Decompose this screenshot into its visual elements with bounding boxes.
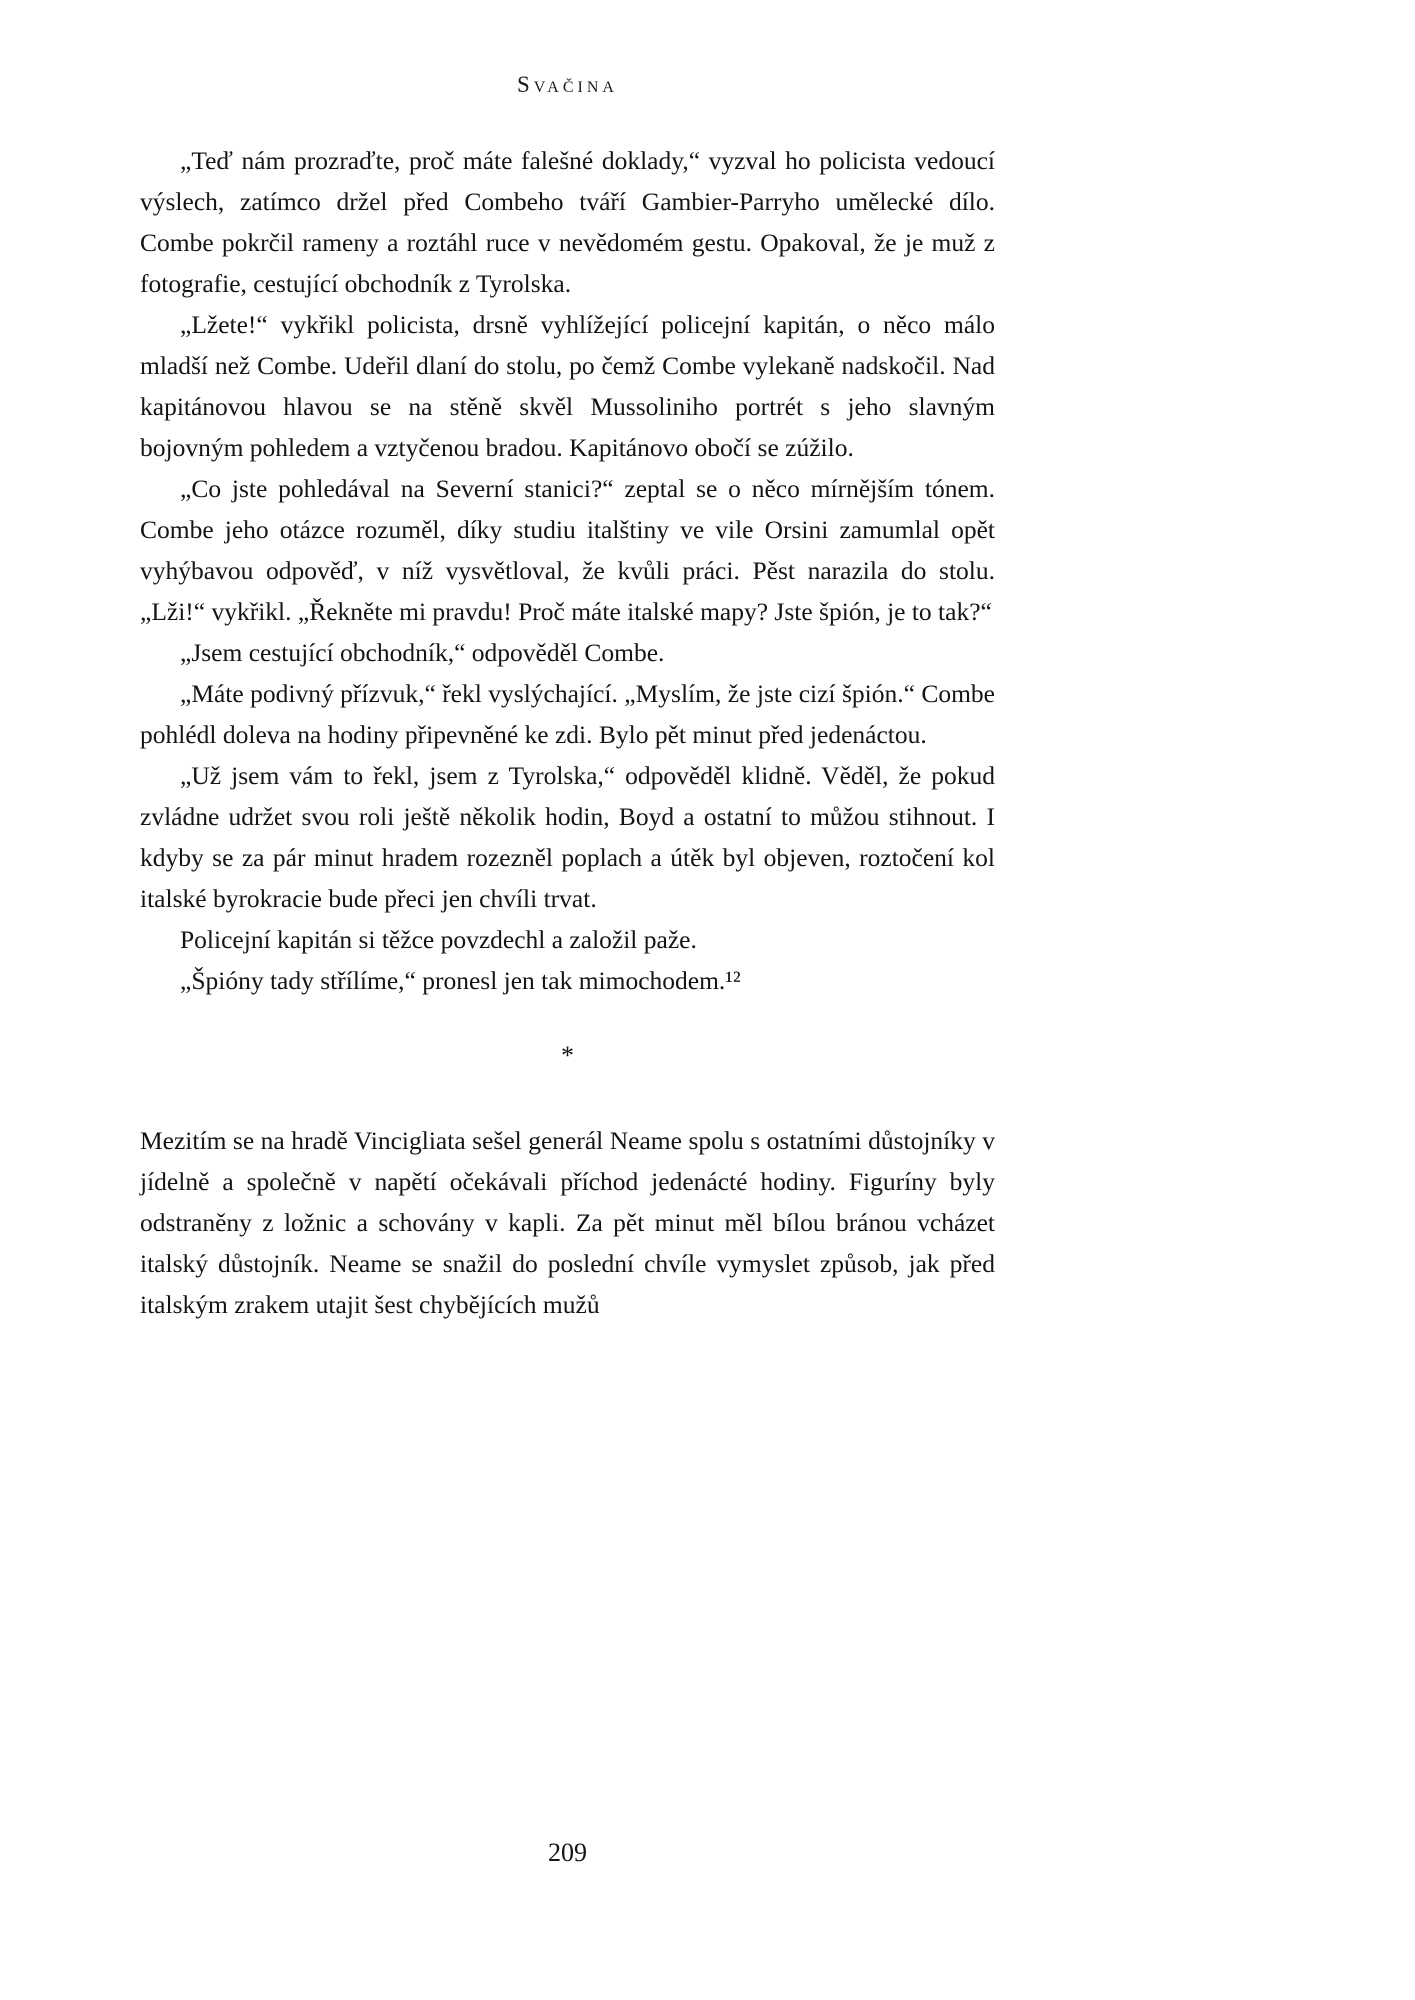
running-header: Svačina (517, 72, 618, 97)
paragraph: „Už jsem vám to řekl, jsem z Tyrolska,“ odpověděl klidně. Věděl, že pokud zvládne udržet svou roli ještě několik hodin, Boyd a ostatní to můžou stihnout. I kdyby se za pár minut hradem rozezněl poplach a útěk byl objeven, roztočení kol italské byrokracie bude přeci jen chvíli trvat. (140, 761, 995, 913)
paragraph: „Máte podivný přízvuk,“ řekl vyslýchající. „Myslím, že jste cizí špión.“ Combe pohlédl doleva na hodiny připevněné ke zdi. Bylo pět minut před jedenáctou. (140, 679, 995, 749)
paragraph: Policejní kapitán si těžce povzdechl a založil paže. (180, 925, 697, 954)
page-number: 209 (548, 1838, 587, 1867)
paragraph: „Lžete!“ vykřikl policista, drsně vyhlížející policejní kapitán, o něco málo mladší než Combe. Udeřil dlaní do stolu, po čemž Combe vylekaně nadskočil. Nad kapitánovou hlavou se na stěně skvěl Mussoliniho portrét s jeho slavným bojovným pohledem a vztyčenou bradou. Kapitánovo obočí se zúžilo. (140, 310, 995, 462)
text-block (140, 140, 995, 1325)
paragraph: „Co jste pohledával na Severní stanici?“ zeptal se o něco mírnějším tónem. Combe jeho otázce rozuměl, díky studiu italštiny ve vile Orsini zamumlal opět vyhýbavou odpověď, v níž vysvětloval, že kvůli práci. Pěst narazila do stolu. „Lži!“ vykřikl. „Řekněte mi pravdu! Proč máte italské mapy? Jste špión, je to tak?“ (140, 474, 995, 626)
paragraph: „Jsem cestující obchodník,“ odpověděl Combe. (180, 638, 665, 667)
paragraph: „Teď nám prozraďte, proč máte falešné doklady,“ vyzval ho policista vedoucí výslech, zatímco držel před Combeho tváří Gambier-Parryho umělecké dílo. Combe pokrčil rameny a roztáhl ruce v nevědomém gestu. Opakoval, že je muž z fotografie, cestující obchodník z Tyrolska. (140, 146, 995, 298)
paragraph: „Špióny tady střílíme,“ pronesl jen tak mimochodem.¹² (180, 966, 741, 995)
section-separator: * (561, 1041, 574, 1070)
paragraph: Mezitím se na hradě Vincigliata sešel generál Neame spolu s ostatními důstojníky v jídelně a společně v napětí očekávali příchod jedenácté hodiny. Figuríny byly odstraněny z ložnic a schovány v kapli. Za pět minut měl bílou bránou vcházet italský důstojník. Neame se snažil do poslední chvíle vymyslet způsob, jak před italským zrakem utajit šest chybějících mužů (140, 1126, 995, 1319)
